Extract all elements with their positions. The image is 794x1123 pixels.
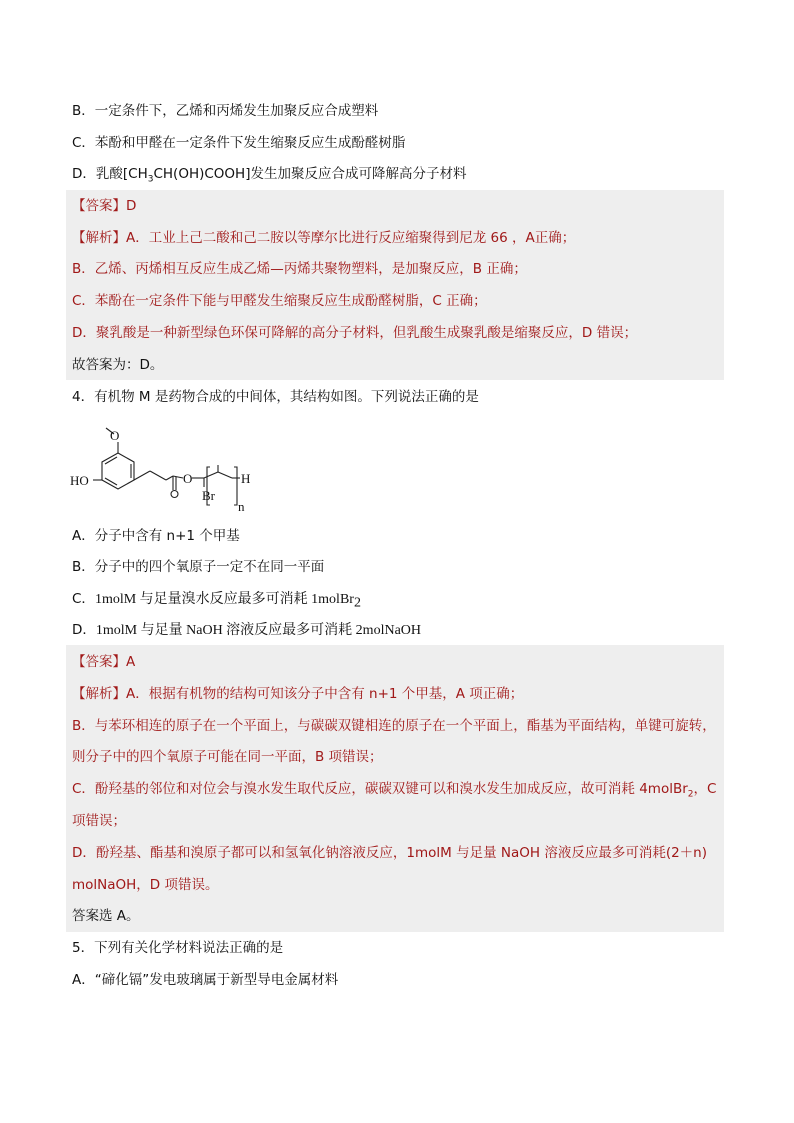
n-label: n [238,499,245,514]
ho-label: HO [70,473,89,488]
q4-explanation-c-text-b: ，C [693,781,717,797]
q4-option-d-text: 1molM 与足量 NaOH 溶液反应最多可消耗 2molNaOH [95,623,422,638]
q4-explanation-tag: 【解析】 [72,686,126,702]
q3-option-d-text-b: CH(OH)COOH]发生加聚反应合成可降解高分子材料 [153,166,467,182]
ring-double-bond-1 [105,457,117,464]
q3-explanation-tag: 【解析】 [72,230,126,246]
chain-bond-3 [166,476,173,480]
q3-option-b: B．一定条件下，乙烯和丙烯发生加聚反应合成塑料 [72,103,379,119]
q4-option-a: A．分子中含有 n+1 个甲基 [72,528,240,544]
q4-option-c [72,589,361,614]
ester-o-label: O [183,471,193,486]
backbone-bond-1 [204,472,218,478]
br-label: Br [202,488,215,503]
h-label: H [241,471,251,486]
q4-explanation-d-line2: molNaOH，D 项错误。 [72,877,219,893]
q4-option-c-prefix: C． [72,591,95,607]
q4-stem: 4．有机物 M 是药物合成的中间体，其结构如图。下列说法正确的是 [72,389,479,405]
q4-explanation-b-line2: 则分子中的四个氧原子可能在同一平面，B 项错误； [72,749,383,765]
q3-explanation-a [72,228,575,248]
q4-explanation-c-subscript: 2 [687,789,694,800]
q3-explanation-b: B．乙烯、丙烯相互反应生成乙烯—丙烯共聚物塑料，是加聚反应，B 正确； [72,261,527,277]
q4-explanation-c-line1 [72,779,716,805]
chain-bond-2 [150,471,166,480]
q5-option-a: A．“碲化镉”发电玻璃属于新型导电金属材料 [72,972,339,988]
q4-answer: 【答案】A [72,654,136,670]
q3-explanation-d: D．聚乳酸是一种新型绿色环保可降解的高分子材料，但乳酸生成聚乳酸是缩聚反应，D 错误； [72,325,638,341]
ester-bond [173,476,183,478]
q4-conclusion: 答案选 A。 [72,908,140,924]
q4-explanation-c-text-a: C．酚羟基的邻位和对位会与溴水发生取代反应，碳碳双键可以和溴水发生加成反应，故可消耗 4molBr [72,781,688,797]
q4-option-b: B．分子中的四个氧原子一定不在同一平面 [72,559,325,575]
q3-answer: 【答案】D [72,198,137,214]
q3-option-d-text-a: D．乳酸[CH [72,166,148,182]
ring-double-bond-3 [105,478,117,485]
q3-option-c: C．苯酚和甲醛在一定条件下发生缩聚反应生成酚醛树脂 [72,135,406,151]
q3-conclusion: 故答案为：D。 [72,357,164,373]
backbone-bond-2 [218,472,232,478]
benzene-ring [102,453,134,489]
q4-option-d [72,620,421,641]
bracket-right [234,467,237,505]
q4-explanation-a-text: A．根据有机物的结构可知该分子中含有 n+1 个甲基，A 项正确； [126,686,524,702]
q3-option-d [72,164,466,190]
q4-option-c-subscript: 2 [353,595,361,611]
molecule-structure [70,420,270,515]
q4-explanation-c-line2: 项错误； [72,813,126,829]
carbonyl-oxygen [171,491,178,498]
q4-explanation-a [72,684,523,704]
q4-option-d-prefix: D． [72,622,96,638]
q4-option-c-text: 1molM 与足量溴水反应最多可消耗 1molBr [94,592,354,607]
q3-explanation-a-text: A．工业上己二酸和己二胺以等摩尔比进行反应缩聚得到尼龙 66 ，A正确； [126,230,576,246]
q3-explanation-c: C．苯酚在一定条件下能与甲醛发生缩聚反应生成酚醛树脂，C 正确； [72,293,487,309]
q5-stem: 5．下列有关化学材料说法正确的是 [72,940,284,956]
chain-bond-1 [134,471,150,480]
q3-answer-box [66,190,724,380]
q4-explanation-b-line1: B．与苯环相连的原子在一个平面上，与碳碳双键相连的原子在一个平面上，酯基为平面结构，单键可旋转， [72,718,716,734]
q4-explanation-d-line1: D．酚羟基、酯基和溴原子都可以和氢氧化钠溶液反应，1molM 与足量 NaOH 溶液反应最多可消耗(2＋n) [72,845,707,861]
q3-option-d-subscript: 3 [147,174,154,185]
methoxy-o-label: O [110,428,120,443]
